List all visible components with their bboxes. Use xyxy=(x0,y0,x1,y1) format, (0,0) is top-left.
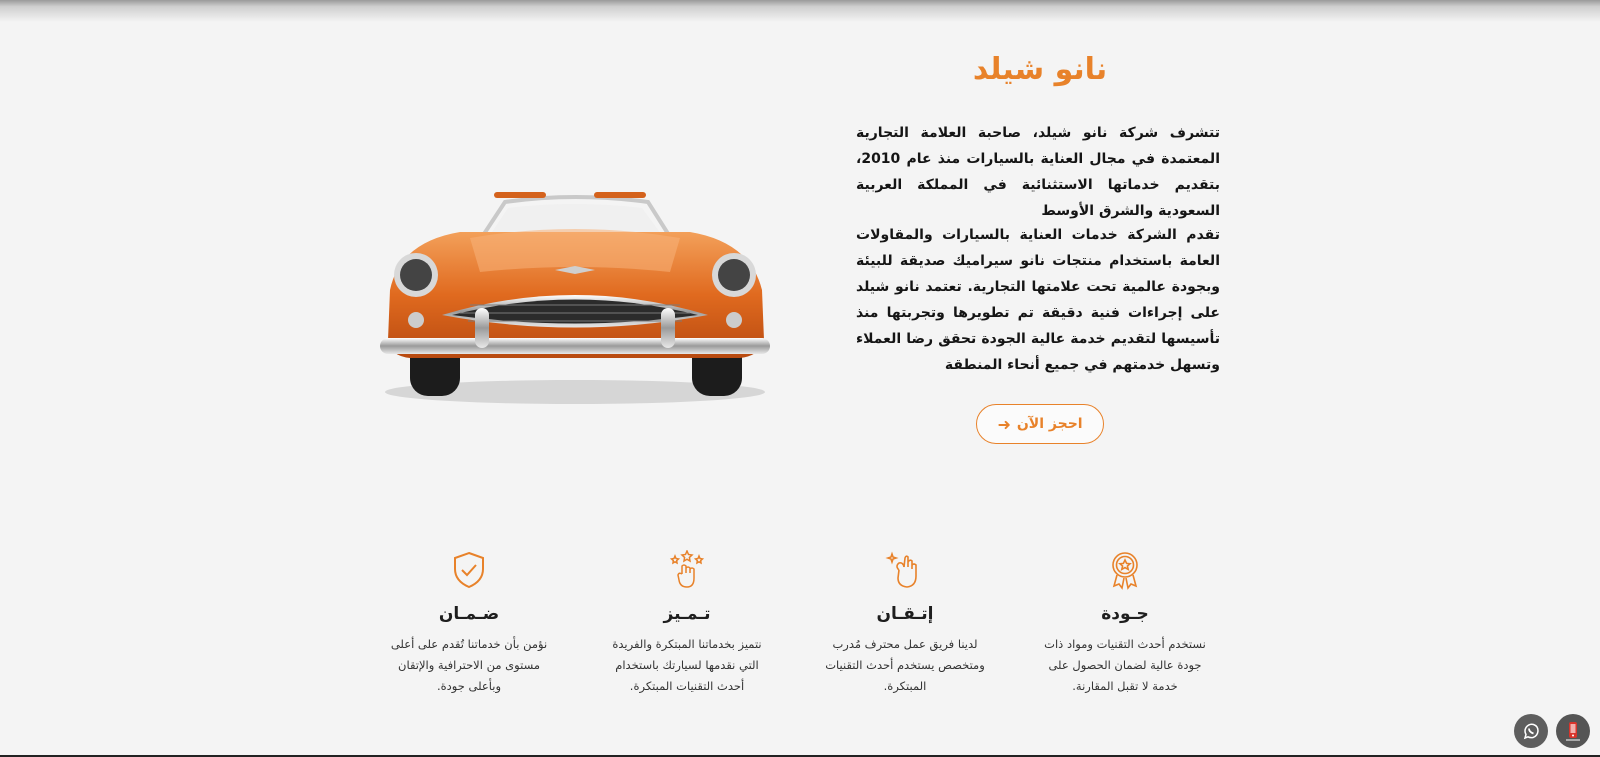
intro-paragraph-2: تقدم الشركة خدمات العناية بالسيارات والمقاولات العامة باستخدام منتجات نانو سيراميك صديقة للبيئة وبجودة عالمية تحت علامتها التجارية. تعتمد نانو شيلد على إجراءات فنية دقيقة تم تطويرها وتجربتها منذ تأسيسها لتقديم خدمة عالية الجودة تحقق رضا العملاء وتسهل خدمتهم في جميع أنحاء المنطقة xyxy=(856,227,1220,373)
feature-mastery xyxy=(820,550,990,697)
book-now-button[interactable] xyxy=(976,404,1104,444)
book-now-label: احجز الآن xyxy=(1016,416,1083,432)
whatsapp-button[interactable] xyxy=(1514,714,1548,748)
feature-excellence xyxy=(602,550,772,697)
feature-description: نتميز بخدماتنا المبتكرة والفريدة التي نقدمها لسيارتك باستخدام أحدث التقنيات المبتكرة. xyxy=(612,637,762,693)
feature-quality xyxy=(1040,550,1210,697)
feature-description: نستخدم أحدث التقنيات ومواد ذات جودة عالية لضمان الحصول على خدمة لا تقبل المقارنة. xyxy=(1044,637,1206,693)
feature-warranty xyxy=(384,550,554,697)
call-button[interactable] xyxy=(1556,714,1590,748)
whatsapp-icon xyxy=(1521,721,1541,741)
feature-title: ضـمـان xyxy=(438,604,500,624)
car-image xyxy=(380,180,770,410)
feature-title: جـودة xyxy=(1101,604,1149,624)
ok-hand-icon xyxy=(885,550,925,590)
intro-paragraph-1: تتشرف شركة نانو شيلد، صاحبة العلامة التجارية المعتمدة في مجال العناية بالسيارات منذ عام 2010، بتقديم خدماتها الاستثنائية في المملكة العربية السعودية والشرق الأوسط xyxy=(856,125,1220,219)
award-medal-icon xyxy=(1105,550,1145,590)
feature-title: إتـقـان xyxy=(876,604,934,624)
stars-hand-icon xyxy=(667,550,707,590)
section-title: نانو شيلد xyxy=(972,52,1108,87)
arrow-left-icon: ➜ xyxy=(997,414,1011,434)
header-shadow xyxy=(0,0,1600,22)
phone-icon xyxy=(1563,720,1583,742)
feature-description: نؤمن بأن خدماتنا تُقدم على أعلى مستوى من الاحترافية والإتقان وبأعلى جودة. xyxy=(390,637,548,693)
feature-title: تـمـيز xyxy=(663,604,711,624)
shield-check-icon xyxy=(449,550,489,590)
feature-description: لدينا فريق عمل محترف مُدرب ومتخصص يستخدم أحدث التقنيات المبتكرة. xyxy=(825,637,985,693)
